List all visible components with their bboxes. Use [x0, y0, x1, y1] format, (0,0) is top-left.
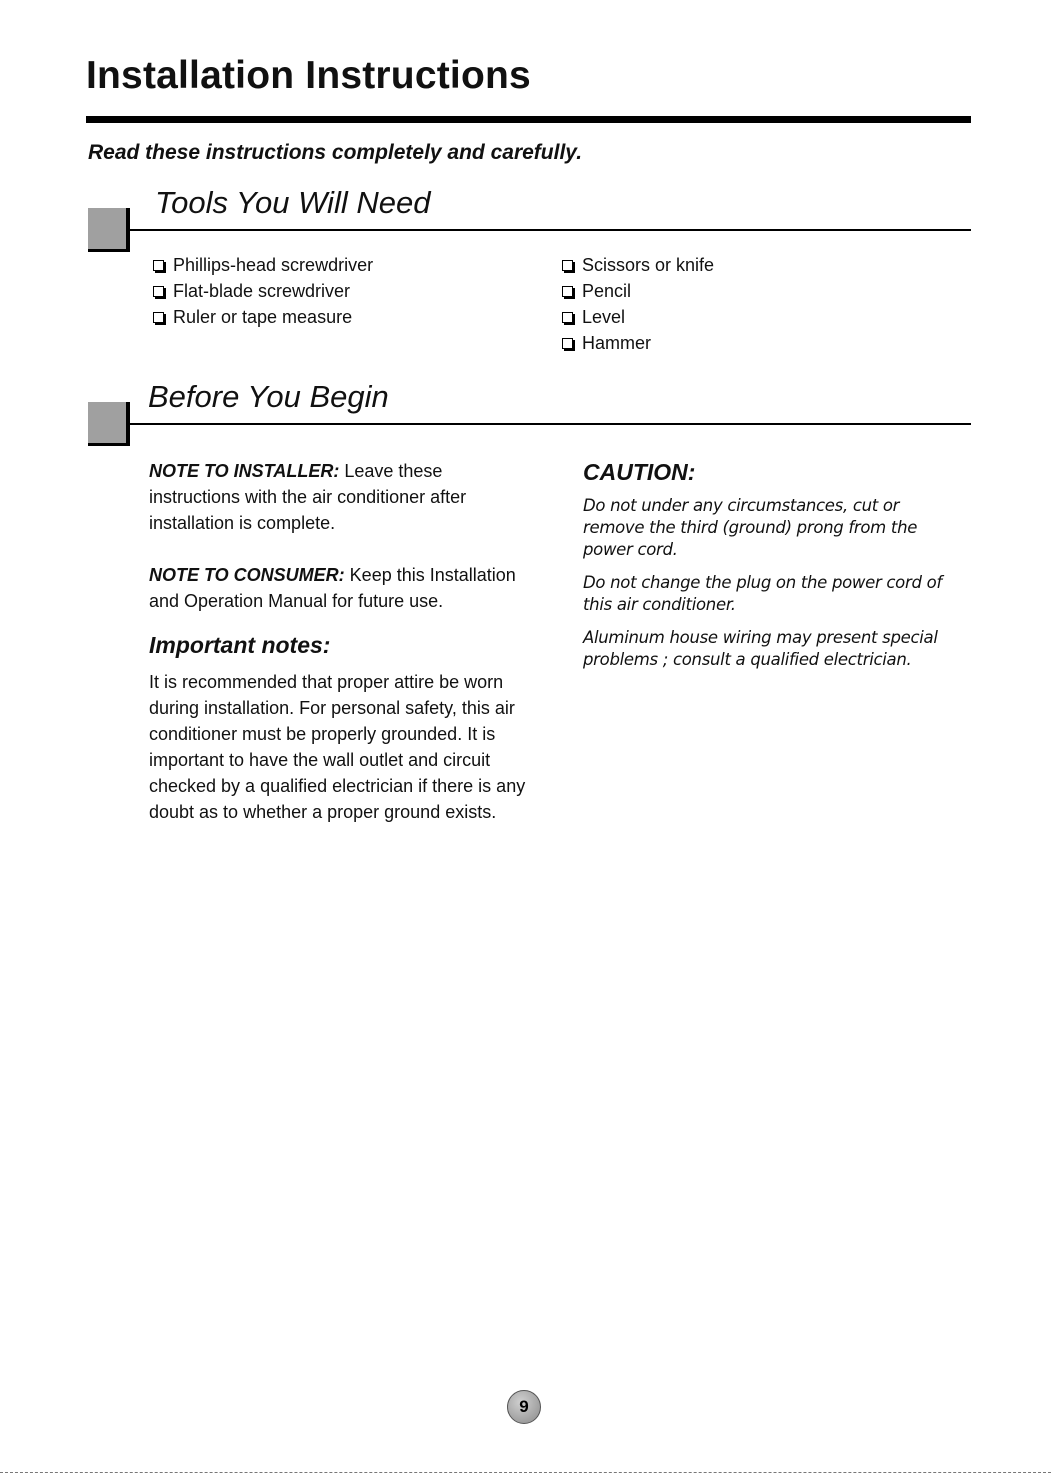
before-section-rule — [130, 423, 971, 425]
installer-note-text: Leave these instructions with the air conditioner after installation is complete. — [149, 461, 467, 533]
caution-item: Do not change the plug on the power cord of this air conditioner. — [583, 573, 942, 614]
list-item: Phillips-head screwdriver — [153, 252, 373, 278]
caution-item: Aluminum house wiring may present special problems ; consult a qualified electrician. — [583, 628, 938, 669]
list-item: Level — [562, 304, 714, 330]
intro-text: Read these instructions completely and carefully. — [88, 141, 583, 164]
before-section-title: Before You Begin — [148, 379, 389, 414]
tools-list-left — [153, 252, 373, 330]
list-item: Hammer — [562, 330, 714, 356]
section-marker-before — [88, 402, 130, 446]
tools-section-rule — [130, 229, 971, 231]
page-title: Installation Instructions — [86, 54, 531, 97]
caution-column — [583, 459, 963, 682]
checkbox-icon — [562, 286, 573, 297]
checkbox-icon — [153, 286, 164, 297]
title-rule — [86, 116, 971, 123]
checkbox-icon — [562, 260, 573, 271]
important-notes-heading: Important notes: — [149, 632, 331, 658]
consumer-note-text: Keep this Installation and Operation Manual for future use. — [149, 565, 516, 611]
tools-section-title: Tools You Will Need — [155, 185, 431, 220]
list-item: Scissors or knife — [562, 252, 714, 278]
bottom-edge-line — [0, 1472, 1051, 1473]
checkbox-icon — [562, 338, 573, 349]
page-number: 9 — [507, 1390, 541, 1424]
checkbox-icon — [153, 260, 164, 271]
caution-heading: CAUTION: — [583, 459, 696, 485]
tools-list-right — [562, 252, 714, 356]
list-item: Ruler or tape measure — [153, 304, 373, 330]
important-notes-text: It is recommended that proper attire be worn during installation. For personal safety, this air conditioner must be properly grounded. It is important to have the wall outlet and circuit checked by a qualified electrician if there is any doubt as to whether a proper ground exists. — [149, 672, 526, 822]
installer-note-label: NOTE TO INSTALLER: — [149, 461, 340, 481]
consumer-note-label: NOTE TO CONSUMER: — [149, 565, 345, 585]
left-column — [149, 458, 534, 825]
caution-item: Do not under any circumstances, cut or remove the third (ground) prong from the power cord. — [583, 496, 918, 559]
section-marker-tools — [88, 208, 130, 252]
list-item: Flat-blade screwdriver — [153, 278, 373, 304]
consumer-note — [149, 562, 534, 614]
checkbox-icon — [153, 312, 164, 323]
installer-note — [149, 458, 534, 536]
checkbox-icon — [562, 312, 573, 323]
list-item: Pencil — [562, 278, 714, 304]
